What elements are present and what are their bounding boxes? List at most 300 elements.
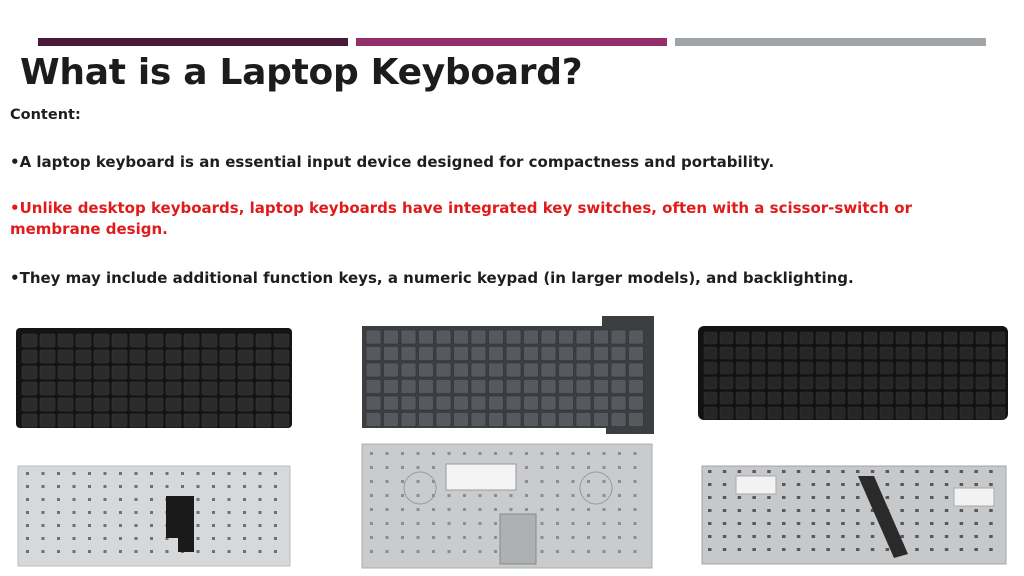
key-cap (752, 332, 765, 344)
backplate-hole (259, 524, 262, 527)
backplate-hole (782, 483, 786, 486)
backplate-hole (243, 511, 246, 514)
backplate-hole (738, 535, 742, 538)
key-cap (489, 413, 504, 427)
backplate-hole (88, 550, 91, 553)
backplate-hole (886, 548, 890, 551)
backplate-hole (841, 509, 845, 512)
key-cap (58, 382, 73, 395)
key-cap (944, 377, 957, 389)
key-cap (594, 347, 609, 361)
backplate-hole (708, 548, 712, 551)
backplate-hole (708, 522, 712, 525)
backplate-hole (915, 496, 919, 499)
key-cap (489, 363, 504, 377)
backplate-hole (915, 509, 919, 512)
backplate-hole (135, 498, 138, 501)
backplate-hole (945, 496, 949, 499)
backplate-hole (974, 483, 978, 486)
key-cap (736, 332, 749, 344)
key-cap (864, 392, 877, 404)
key-cap (202, 350, 217, 363)
backplate-hole (603, 480, 606, 483)
backplate-hole (841, 496, 845, 499)
backplate-hole (401, 508, 404, 511)
key-cap (736, 392, 749, 404)
key-cap (76, 350, 91, 363)
key-cap (274, 382, 289, 395)
bullet-2-highlight: •Unlike desktop keyboards, laptop keyboards have integrated key switches, often with a scissor-switch or membrane design. (10, 199, 912, 238)
bullet-1: •A laptop keyboard is an essential input device designed for compactness and portability. (10, 153, 775, 171)
backplate-hole (42, 485, 45, 488)
keyboard-front-photo-1 (14, 326, 294, 430)
key-cap (629, 396, 644, 410)
backplate-hole (556, 522, 559, 525)
key-cap (40, 350, 55, 363)
backplate-hole (708, 470, 712, 473)
key-cap (752, 392, 765, 404)
backplate-hole (797, 548, 801, 551)
key-cap (704, 362, 717, 374)
key-cap (112, 414, 127, 427)
key-cap (736, 407, 749, 419)
backplate-hole (228, 524, 231, 527)
key-cap (454, 330, 469, 344)
key-cap (524, 363, 539, 377)
key-cap (40, 334, 55, 347)
key-cap (559, 330, 574, 344)
key-cap (611, 330, 626, 344)
backplate-hole (386, 550, 389, 553)
key-cap (594, 396, 609, 410)
key-cap (401, 347, 416, 361)
backplate-hole (797, 509, 801, 512)
backplate-hole (88, 537, 91, 540)
backplate-hole (723, 496, 727, 499)
backplate-hole (525, 466, 528, 469)
bullet-3: •They may include additional function keys, a numeric keypad (in larger models), and backlighting. (10, 269, 854, 287)
keyboard-back-photo-3 (698, 458, 1010, 570)
backplate-hole (370, 480, 373, 483)
backplate-hole (448, 550, 451, 553)
backplate-hole (104, 511, 107, 514)
key-cap (629, 380, 644, 394)
key-cap (506, 396, 521, 410)
key-cap (419, 363, 434, 377)
key-cap (752, 347, 765, 359)
backplate-hole (945, 548, 949, 551)
key-cap (401, 380, 416, 394)
backplate-hole (42, 472, 45, 475)
key-cap (22, 382, 37, 395)
key-cap (752, 407, 765, 419)
backplate-hole (401, 522, 404, 525)
key-cap (864, 377, 877, 389)
key-cap (238, 414, 253, 427)
backplate-hole (634, 508, 637, 511)
key-cap (992, 377, 1005, 389)
key-cap (184, 334, 199, 347)
backplate-hole (587, 466, 590, 469)
key-cap (928, 377, 941, 389)
key-cap (454, 347, 469, 361)
backplate-hole (386, 480, 389, 483)
backplate-hole (634, 452, 637, 455)
key-cap (594, 363, 609, 377)
backplate-hole (150, 485, 153, 488)
key-cap (800, 407, 813, 419)
backplate-hole (960, 548, 964, 551)
key-cap (720, 332, 733, 344)
backplate-hole (26, 550, 29, 553)
backplate-hole (826, 496, 830, 499)
key-cap (94, 398, 109, 411)
backplate-hole (135, 485, 138, 488)
key-cap (880, 377, 893, 389)
backplate-hole (989, 548, 993, 551)
backplate-hole (618, 466, 621, 469)
key-cap (384, 413, 399, 427)
key-cap (256, 334, 271, 347)
backplate-hole (587, 508, 590, 511)
key-cap (768, 392, 781, 404)
backplate-hole (930, 548, 934, 551)
backplate-hole (42, 524, 45, 527)
key-cap (576, 330, 591, 344)
backplate-hole (228, 511, 231, 514)
backplate-hole (841, 522, 845, 525)
backplate-hole (900, 470, 904, 473)
backplate-hole (42, 511, 45, 514)
key-cap (58, 366, 73, 379)
key-cap (784, 347, 797, 359)
backplate-hole (945, 509, 949, 512)
key-cap (238, 334, 253, 347)
key-cap (629, 413, 644, 427)
backplate-hole (479, 550, 482, 553)
backplate-hole (386, 494, 389, 497)
key-cap (992, 362, 1005, 374)
backplate-hole (767, 470, 771, 473)
key-cap (800, 377, 813, 389)
key-cap (94, 350, 109, 363)
backplate-hole (401, 494, 404, 497)
backplate-hole (634, 466, 637, 469)
key-cap (58, 334, 73, 347)
key-cap (800, 392, 813, 404)
backplate-hole (974, 522, 978, 525)
backplate-hole (541, 536, 544, 539)
key-cap (559, 380, 574, 394)
backplate-hole (181, 472, 184, 475)
backplate-hole (900, 535, 904, 538)
backplate-hole (104, 550, 107, 553)
key-cap (419, 413, 434, 427)
key-cap (238, 350, 253, 363)
key-cap (752, 377, 765, 389)
backplate-hole (42, 498, 45, 501)
backplate-hole (479, 452, 482, 455)
accent-bar-right (675, 38, 986, 46)
backplate-hole (797, 522, 801, 525)
key-cap (736, 377, 749, 389)
backplate-hole (243, 524, 246, 527)
key-cap (384, 396, 399, 410)
backplate-hole (587, 480, 590, 483)
key-cap (704, 407, 717, 419)
key-cap (148, 382, 163, 395)
key-cap (880, 407, 893, 419)
backplate-hole (556, 480, 559, 483)
backplate-hole (871, 470, 875, 473)
backplate-hole (228, 472, 231, 475)
backplate-hole (370, 452, 373, 455)
key-cap (976, 347, 989, 359)
key-cap (768, 407, 781, 419)
backplate-hole (119, 524, 122, 527)
backplate-hole (603, 452, 606, 455)
backplate-hole (135, 550, 138, 553)
backplate-hole (463, 550, 466, 553)
key-cap (436, 363, 451, 377)
backplate-hole (634, 550, 637, 553)
backplate-hole (26, 498, 29, 501)
key-cap (366, 380, 381, 394)
backplate-hole (812, 548, 816, 551)
key-cap (506, 380, 521, 394)
backplate-hole (541, 452, 544, 455)
backplate-hole (587, 536, 590, 539)
key-cap (976, 392, 989, 404)
backplate-hole (370, 550, 373, 553)
backplate-hole (150, 472, 153, 475)
backplate-hole (73, 485, 76, 488)
key-cap (202, 334, 217, 347)
key-cap (166, 398, 181, 411)
backplate-hole (974, 509, 978, 512)
backplate-hole (463, 494, 466, 497)
key-cap (22, 334, 37, 347)
key-cap (436, 347, 451, 361)
backplate-hole (212, 537, 215, 540)
key-cap (736, 362, 749, 374)
content-label: Content: (10, 107, 81, 123)
backplate-hole (448, 452, 451, 455)
backplate-hole (989, 483, 993, 486)
key-cap (541, 380, 556, 394)
backplate-hole (782, 548, 786, 551)
key-cap (594, 380, 609, 394)
key-cap (40, 414, 55, 427)
backplate-hole (401, 536, 404, 539)
backplate-hole (960, 535, 964, 538)
backplate-hole (826, 548, 830, 551)
backplate-hole (259, 537, 262, 540)
backplate-hole (417, 480, 420, 483)
backplate-hole (572, 480, 575, 483)
key-cap (576, 363, 591, 377)
key-cap (58, 414, 73, 427)
key-cap (471, 380, 486, 394)
key-cap (506, 347, 521, 361)
backplate-hole (841, 548, 845, 551)
backplate-hole (556, 508, 559, 511)
key-cap (576, 413, 591, 427)
backplate-hole (871, 535, 875, 538)
backplate-hole (228, 537, 231, 540)
backplate-hole (871, 548, 875, 551)
key-cap (848, 407, 861, 419)
backplate-hole (797, 496, 801, 499)
key-cap (944, 332, 957, 344)
key-cap (384, 330, 399, 344)
key-cap (704, 332, 717, 344)
key-cap (454, 413, 469, 427)
key-cap (768, 347, 781, 359)
key-cap (848, 362, 861, 374)
backplate-hole (782, 535, 786, 538)
backplate-hole (945, 535, 949, 538)
backplate-hole (989, 509, 993, 512)
key-cap (506, 330, 521, 344)
backplate-hole (782, 496, 786, 499)
backplate-hole (212, 524, 215, 527)
backplate-hole (494, 452, 497, 455)
backplate-hole (541, 508, 544, 511)
backplate-hole (618, 508, 621, 511)
keyboard-front-icon (696, 318, 1010, 422)
key-cap (992, 347, 1005, 359)
backplate-hole (989, 522, 993, 525)
key-cap (594, 330, 609, 344)
key-cap (541, 413, 556, 427)
backplate-hole (886, 470, 890, 473)
key-cap (436, 396, 451, 410)
key-cap (401, 396, 416, 410)
key-cap (22, 398, 37, 411)
backplate-hole (448, 508, 451, 511)
backplate-hole (432, 452, 435, 455)
backplate-hole (212, 511, 215, 514)
backplate-hole (767, 509, 771, 512)
key-cap (768, 362, 781, 374)
key-cap (384, 363, 399, 377)
keyboard-front-icon (14, 326, 294, 430)
key-cap (419, 330, 434, 344)
backplate-hole (401, 466, 404, 469)
backplate-hole (448, 494, 451, 497)
key-cap (880, 332, 893, 344)
backplate-hole (197, 511, 200, 514)
key-cap (130, 350, 145, 363)
key-cap (960, 362, 973, 374)
key-cap (166, 350, 181, 363)
backplate-hole (119, 472, 122, 475)
key-cap (366, 396, 381, 410)
backplate-hole (212, 472, 215, 475)
backplate-hole (541, 480, 544, 483)
key-cap (720, 362, 733, 374)
backplate-hole (417, 550, 420, 553)
key-cap (752, 362, 765, 374)
keyboard-front-photo-3 (696, 318, 1010, 422)
key-cap (976, 332, 989, 344)
backplate-hole (119, 498, 122, 501)
key-cap (220, 398, 235, 411)
key-cap (912, 407, 925, 419)
backplate-hole (812, 483, 816, 486)
backplate-hole (782, 509, 786, 512)
key-cap (912, 332, 925, 344)
backplate-hole (259, 550, 262, 553)
key-cap (76, 398, 91, 411)
key-cap (419, 380, 434, 394)
key-cap (419, 396, 434, 410)
key-cap (22, 366, 37, 379)
key-cap (960, 332, 973, 344)
key-cap (720, 377, 733, 389)
key-cap (166, 382, 181, 395)
key-cap (944, 362, 957, 374)
backplate-hole (57, 537, 60, 540)
backplate-hole (463, 536, 466, 539)
key-cap (896, 347, 909, 359)
backplate-hole (723, 509, 727, 512)
key-cap (992, 332, 1005, 344)
key-cap (112, 382, 127, 395)
key-cap (960, 377, 973, 389)
key-cap (256, 398, 271, 411)
key-cap (720, 347, 733, 359)
key-cap (976, 362, 989, 374)
backplate-hole (417, 452, 420, 455)
key-cap (611, 413, 626, 427)
backplate-hole (274, 511, 277, 514)
backplate-hole (259, 472, 262, 475)
key-cap (220, 350, 235, 363)
key-cap (720, 407, 733, 419)
keyboard-back-icon (698, 458, 1010, 570)
backplate-hole (752, 535, 756, 538)
key-cap (912, 377, 925, 389)
key-cap (992, 392, 1005, 404)
key-cap (559, 347, 574, 361)
keyboard-back-icon (16, 464, 292, 568)
backplate-hole (181, 485, 184, 488)
backplate-hole (88, 472, 91, 475)
backplate-hole (856, 470, 860, 473)
key-cap (928, 392, 941, 404)
backplate-hole (432, 550, 435, 553)
backplate-hole (812, 535, 816, 538)
key-cap (112, 366, 127, 379)
key-cap (800, 347, 813, 359)
backplate-hole (930, 522, 934, 525)
backplate-hole (370, 494, 373, 497)
backplate-hole (930, 496, 934, 499)
backplate-hole (708, 535, 712, 538)
backplate-hole (243, 472, 246, 475)
backplate-hole (401, 480, 404, 483)
key-cap (524, 413, 539, 427)
backplate-hole (767, 535, 771, 538)
backplate-hole (104, 524, 107, 527)
key-cap (784, 332, 797, 344)
key-cap (541, 396, 556, 410)
key-cap (594, 413, 609, 427)
backplate-hole (386, 508, 389, 511)
backplate-hole (494, 550, 497, 553)
